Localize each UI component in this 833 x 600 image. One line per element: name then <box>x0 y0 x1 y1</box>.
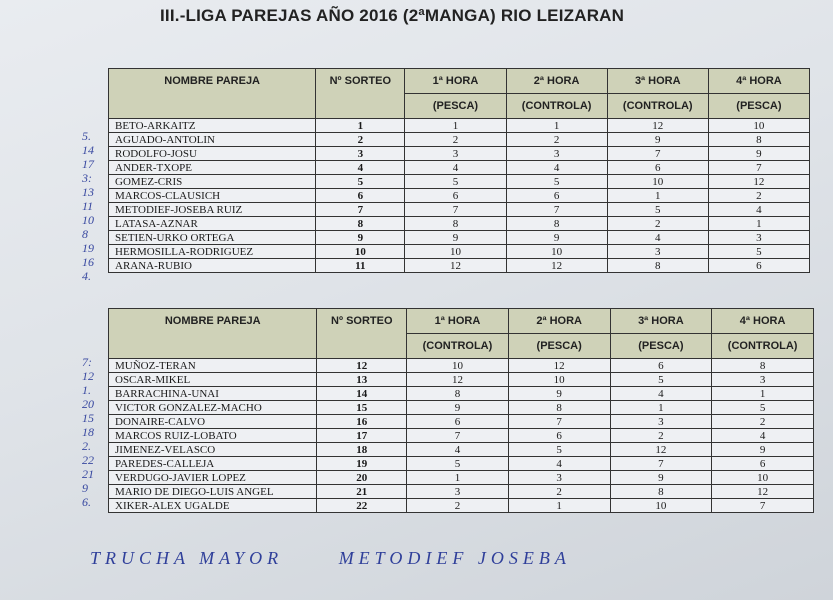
cell-hora-3: 8 <box>610 485 712 499</box>
cell-sorteo: 22 <box>317 499 407 513</box>
cell-hora-3: 4 <box>610 387 712 401</box>
handwritten-footnote <box>90 548 617 569</box>
standings-table-2 <box>108 308 814 513</box>
table-row <box>109 119 810 133</box>
header-nombre-pareja: NOMBRE PAREJA <box>109 69 316 119</box>
cell-sorteo: 21 <box>317 485 407 499</box>
cell-sorteo: 6 <box>316 189 405 203</box>
cell-hora-4: 8 <box>708 133 809 147</box>
cell-hora-1: 7 <box>405 203 506 217</box>
cell-hora-1: 6 <box>407 415 509 429</box>
cell-hora-1: 8 <box>407 387 509 401</box>
cell-hora-4: 10 <box>712 471 814 485</box>
header-hora-2-role: (PESCA) <box>508 334 610 359</box>
table-row <box>109 245 810 259</box>
handwritten-rank: 20 <box>82 397 94 411</box>
table-body-1 <box>109 119 810 273</box>
cell-hora-2: 10 <box>506 245 607 259</box>
cell-hora-1: 12 <box>407 373 509 387</box>
table-row <box>109 359 814 373</box>
cell-hora-3: 12 <box>610 443 712 457</box>
cell-hora-4: 6 <box>708 259 809 273</box>
cell-hora-2: 6 <box>506 189 607 203</box>
table-row <box>109 373 814 387</box>
footnote-winner-name: METODIEF JOSEBA <box>338 548 571 568</box>
cell-hora-3: 10 <box>610 499 712 513</box>
cell-nombre-pareja: MARCOS-CLAUSICH <box>109 189 316 203</box>
cell-hora-4: 3 <box>712 373 814 387</box>
handwritten-rank: 8 <box>82 227 88 241</box>
handwritten-rank: 15 <box>82 411 94 425</box>
cell-hora-2: 2 <box>508 485 610 499</box>
cell-hora-1: 10 <box>407 359 509 373</box>
cell-hora-2: 1 <box>506 119 607 133</box>
cell-sorteo: 14 <box>317 387 407 401</box>
handwritten-rank: 19 <box>82 241 94 255</box>
cell-sorteo: 7 <box>316 203 405 217</box>
handwritten-rank: 6. <box>82 495 91 509</box>
handwritten-rank: 14 <box>82 143 94 157</box>
header-hora-1-role: (PESCA) <box>405 94 506 119</box>
cell-sorteo: 17 <box>317 429 407 443</box>
cell-nombre-pareja: ANDER-TXOPE <box>109 161 316 175</box>
header-hora-4: 4ª HORA <box>708 69 809 94</box>
cell-hora-1: 7 <box>407 429 509 443</box>
cell-hora-3: 7 <box>607 147 708 161</box>
handwritten-rank: 7: <box>82 355 92 369</box>
handwritten-rank: 18 <box>82 425 94 439</box>
handwritten-rank: 22 <box>82 453 94 467</box>
cell-hora-4: 4 <box>708 203 809 217</box>
cell-hora-3: 6 <box>610 359 712 373</box>
cell-hora-2: 4 <box>508 457 610 471</box>
cell-hora-1: 10 <box>405 245 506 259</box>
cell-hora-4: 2 <box>712 415 814 429</box>
cell-hora-2: 7 <box>506 203 607 217</box>
cell-hora-3: 6 <box>607 161 708 175</box>
handwritten-rank: 11 <box>82 199 94 213</box>
cell-nombre-pareja: LATASA-AZNAR <box>109 217 316 231</box>
cell-hora-2: 3 <box>506 147 607 161</box>
table-row <box>109 429 814 443</box>
cell-sorteo: 2 <box>316 133 405 147</box>
table-row <box>109 485 814 499</box>
cell-hora-1: 2 <box>407 499 509 513</box>
header-hora-1: 1ª HORA <box>405 69 506 94</box>
cell-hora-2: 12 <box>506 259 607 273</box>
handwritten-rank: 2. <box>82 439 91 453</box>
cell-hora-4: 5 <box>712 401 814 415</box>
cell-sorteo: 18 <box>317 443 407 457</box>
cell-hora-3: 9 <box>610 471 712 485</box>
cell-hora-2: 12 <box>508 359 610 373</box>
cell-hora-1: 4 <box>407 443 509 457</box>
standings-table-1 <box>108 68 810 273</box>
header-nombre-pareja: NOMBRE PAREJA <box>109 309 317 359</box>
header-hora-4: 4ª HORA <box>712 309 814 334</box>
cell-sorteo: 1 <box>316 119 405 133</box>
handwritten-rank-column-2 <box>82 355 94 509</box>
cell-nombre-pareja: ARANA-RUBIO <box>109 259 316 273</box>
cell-hora-4: 6 <box>712 457 814 471</box>
handwritten-rank: 3: <box>82 171 92 185</box>
cell-hora-3: 8 <box>607 259 708 273</box>
handwritten-rank: 17 <box>82 157 94 171</box>
handwritten-rank: 16 <box>82 255 94 269</box>
cell-hora-3: 3 <box>610 415 712 429</box>
cell-sorteo: 8 <box>316 217 405 231</box>
cell-hora-1: 6 <box>405 189 506 203</box>
cell-nombre-pareja: BARRACHINA-UNAI <box>109 387 317 401</box>
table-row <box>109 457 814 471</box>
cell-nombre-pareja: OSCAR-MIKEL <box>109 373 317 387</box>
handwritten-rank: 5. <box>82 129 91 143</box>
cell-nombre-pareja: MARIO DE DIEGO-LUIS ANGEL <box>109 485 317 499</box>
cell-sorteo: 9 <box>316 231 405 245</box>
cell-hora-2: 5 <box>506 175 607 189</box>
table-row <box>109 189 810 203</box>
handwritten-rank: 4. <box>82 269 91 283</box>
cell-hora-1: 12 <box>405 259 506 273</box>
cell-hora-4: 4 <box>712 429 814 443</box>
table-row <box>109 217 810 231</box>
cell-hora-2: 4 <box>506 161 607 175</box>
header-hora-3-role: (PESCA) <box>610 334 712 359</box>
header-hora-1-role: (CONTROLA) <box>407 334 509 359</box>
cell-hora-2: 2 <box>506 133 607 147</box>
cell-hora-3: 3 <box>607 245 708 259</box>
cell-hora-3: 2 <box>607 217 708 231</box>
cell-hora-4: 9 <box>708 147 809 161</box>
cell-sorteo: 16 <box>317 415 407 429</box>
cell-hora-2: 7 <box>508 415 610 429</box>
cell-nombre-pareja: XIKER-ALEX UGALDE <box>109 499 317 513</box>
cell-nombre-pareja: RODOLFO-JOSU <box>109 147 316 161</box>
cell-hora-3: 1 <box>610 401 712 415</box>
header-hora-3-role: (CONTROLA) <box>607 94 708 119</box>
cell-hora-4: 10 <box>708 119 809 133</box>
cell-hora-1: 8 <box>405 217 506 231</box>
cell-hora-1: 1 <box>405 119 506 133</box>
cell-sorteo: 13 <box>317 373 407 387</box>
table-row <box>109 147 810 161</box>
cell-sorteo: 11 <box>316 259 405 273</box>
cell-hora-4: 7 <box>712 499 814 513</box>
cell-hora-4: 1 <box>708 217 809 231</box>
cell-sorteo: 15 <box>317 401 407 415</box>
cell-hora-2: 8 <box>508 401 610 415</box>
cell-nombre-pareja: AGUADO-ANTOLIN <box>109 133 316 147</box>
cell-sorteo: 19 <box>317 457 407 471</box>
cell-hora-1: 2 <box>405 133 506 147</box>
footnote-trucha-mayor: TRUCHA MAYOR <box>90 548 284 568</box>
table-row <box>109 415 814 429</box>
cell-sorteo: 12 <box>317 359 407 373</box>
cell-sorteo: 4 <box>316 161 405 175</box>
cell-hora-2: 5 <box>508 443 610 457</box>
cell-hora-1: 5 <box>405 175 506 189</box>
cell-hora-3: 7 <box>610 457 712 471</box>
cell-hora-2: 8 <box>506 217 607 231</box>
handwritten-rank: 13 <box>82 185 94 199</box>
table-row <box>109 499 814 513</box>
cell-hora-3: 9 <box>607 133 708 147</box>
cell-hora-4: 5 <box>708 245 809 259</box>
cell-hora-1: 9 <box>405 231 506 245</box>
handwritten-rank: 12 <box>82 369 94 383</box>
table-row <box>109 387 814 401</box>
cell-hora-3: 12 <box>607 119 708 133</box>
cell-nombre-pareja: GOMEZ-CRIS <box>109 175 316 189</box>
header-hora-4-role: (CONTROLA) <box>712 334 814 359</box>
header-hora-2: 2ª HORA <box>506 69 607 94</box>
header-hora-2: 2ª HORA <box>508 309 610 334</box>
cell-hora-3: 1 <box>607 189 708 203</box>
cell-hora-4: 7 <box>708 161 809 175</box>
cell-hora-2: 6 <box>508 429 610 443</box>
cell-nombre-pareja: METODIEF-JOSEBA RUIZ <box>109 203 316 217</box>
cell-sorteo: 5 <box>316 175 405 189</box>
cell-hora-2: 9 <box>506 231 607 245</box>
cell-hora-4: 3 <box>708 231 809 245</box>
header-hora-2-role: (CONTROLA) <box>506 94 607 119</box>
header-sorteo: Nº SORTEO <box>317 309 407 359</box>
handwritten-rank: 21 <box>82 467 94 481</box>
handwritten-rank: 1. <box>82 383 91 397</box>
cell-hora-3: 5 <box>607 203 708 217</box>
table-row <box>109 443 814 457</box>
table-row <box>109 133 810 147</box>
cell-hora-4: 12 <box>708 175 809 189</box>
cell-hora-3: 10 <box>607 175 708 189</box>
header-hora-4-role: (PESCA) <box>708 94 809 119</box>
cell-nombre-pareja: HERMOSILLA-RODRIGUEZ <box>109 245 316 259</box>
cell-hora-2: 9 <box>508 387 610 401</box>
cell-hora-1: 4 <box>405 161 506 175</box>
handwritten-rank: 10 <box>82 213 94 227</box>
cell-nombre-pareja: MARCOS RUIZ-LOBATO <box>109 429 317 443</box>
cell-hora-2: 10 <box>508 373 610 387</box>
cell-hora-1: 3 <box>405 147 506 161</box>
table-row <box>109 161 810 175</box>
cell-hora-4: 2 <box>708 189 809 203</box>
table-row <box>109 259 810 273</box>
cell-hora-4: 12 <box>712 485 814 499</box>
header-hora-1: 1ª HORA <box>407 309 509 334</box>
cell-nombre-pareja: BETO-ARKAITZ <box>109 119 316 133</box>
table-row <box>109 231 810 245</box>
cell-nombre-pareja: PAREDES-CALLEJA <box>109 457 317 471</box>
table-row <box>109 401 814 415</box>
page-title: III.-LIGA PAREJAS AÑO 2016 (2ªMANGA) RIO LEIZARAN <box>160 6 625 25</box>
cell-nombre-pareja: VERDUGO-JAVIER LOPEZ <box>109 471 317 485</box>
cell-sorteo: 10 <box>316 245 405 259</box>
cell-hora-1: 1 <box>407 471 509 485</box>
table-row <box>109 175 810 189</box>
cell-nombre-pareja: SETIEN-URKO ORTEGA <box>109 231 316 245</box>
cell-hora-2: 1 <box>508 499 610 513</box>
handwritten-rank-column-1 <box>82 129 94 283</box>
cell-nombre-pareja: DONAIRE-CALVO <box>109 415 317 429</box>
cell-hora-1: 3 <box>407 485 509 499</box>
cell-hora-3: 4 <box>607 231 708 245</box>
cell-nombre-pareja: JIMENEZ-VELASCO <box>109 443 317 457</box>
header-hora-3: 3ª HORA <box>607 69 708 94</box>
cell-hora-4: 1 <box>712 387 814 401</box>
table-row <box>109 471 814 485</box>
cell-hora-3: 5 <box>610 373 712 387</box>
cell-hora-2: 3 <box>508 471 610 485</box>
cell-sorteo: 3 <box>316 147 405 161</box>
cell-hora-1: 9 <box>407 401 509 415</box>
handwritten-rank: 9 <box>82 481 88 495</box>
cell-hora-4: 8 <box>712 359 814 373</box>
table-row <box>109 203 810 217</box>
header-hora-3: 3ª HORA <box>610 309 712 334</box>
cell-hora-4: 9 <box>712 443 814 457</box>
header-sorteo: Nº SORTEO <box>316 69 405 119</box>
cell-sorteo: 20 <box>317 471 407 485</box>
table-body-2 <box>109 359 814 513</box>
cell-nombre-pareja: MUÑOZ-TERAN <box>109 359 317 373</box>
cell-hora-3: 2 <box>610 429 712 443</box>
cell-nombre-pareja: VICTOR GONZALEZ-MACHO <box>109 401 317 415</box>
cell-hora-1: 5 <box>407 457 509 471</box>
